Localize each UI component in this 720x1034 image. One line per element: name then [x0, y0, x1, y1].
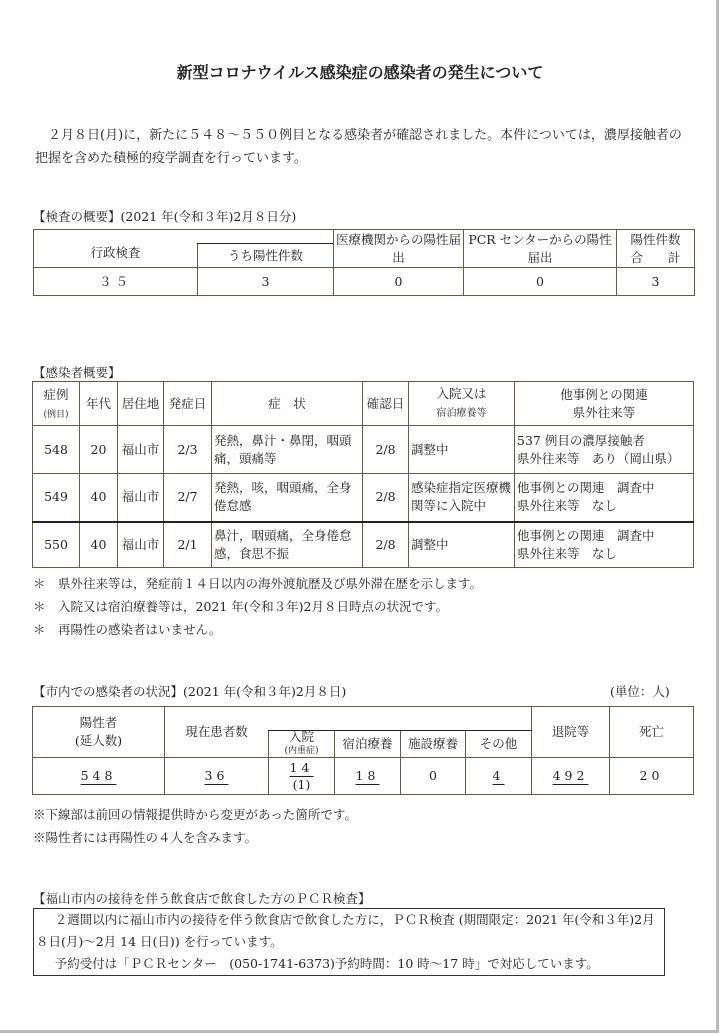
th-onset: 発症日: [164, 382, 212, 426]
tests-heading: 【検査の概要】(2021 年(令和３年)2月８日分): [33, 209, 297, 224]
cell-hosp: 調整中: [409, 522, 515, 568]
th-hosp: 入院又は 宿泊療養等: [409, 382, 515, 426]
th-case: 症例 (例目): [33, 382, 80, 426]
th-age: 年代: [80, 382, 118, 426]
note: ＊ 再陽性の感染者はいません。: [33, 622, 222, 637]
status-table: [32, 706, 694, 795]
th-hosp: 入院 (内重症): [269, 731, 335, 758]
val-hotel: 18: [335, 758, 401, 795]
cases-section: [32, 381, 693, 641]
cell-residence: 福山市: [118, 426, 164, 474]
th-admin: 行政検査: [34, 244, 198, 268]
val-discharged: 492: [532, 758, 610, 795]
cell-rel: 他事例との関連 調査中 県外往来等 なし: [515, 522, 694, 568]
th-current: 現在患者数: [165, 707, 269, 758]
pcr-line-1: ２週間以内に福山市内の接待を伴う飲食店で飲食した方に，ＰＣＲ検査 (期間限定：2021 年(令和３年)2月８日(月)～2月 14 日(日)) を行っています。: [36, 912, 655, 949]
th-hotel: 宿泊療養: [335, 731, 401, 758]
case-row: [33, 522, 694, 568]
th-facility: 施設療養: [401, 731, 466, 758]
cell-confirmed: 2/8: [363, 426, 409, 474]
cell-rel: 他事例との関連 調査中 県外往来等 なし: [515, 474, 694, 522]
th-total: 陽性件数 合 計: [617, 230, 695, 268]
val-pcr: 0: [464, 268, 617, 296]
status-section: [32, 706, 693, 849]
note: ＊ 入院又は宿泊療養等は，2021 年(令和３年)2月８日時点の状況です。: [33, 599, 448, 614]
val-current: 36: [165, 758, 269, 795]
cases-heading: 【感染者概要】: [33, 365, 121, 380]
tests-table: [33, 229, 695, 296]
case-row: [33, 426, 694, 474]
cases-table: [32, 381, 694, 568]
th-admin-top: [34, 230, 334, 244]
cell-residence: 福山市: [118, 522, 164, 568]
cases-notes: [32, 572, 693, 641]
th-deaths: 死亡: [610, 707, 694, 758]
page-title: 新型コロナウイルス感染症の感染者の発生について: [176, 63, 544, 82]
note: ※下線部は前回の情報提供時から変更があった箇所です。: [33, 807, 357, 822]
cell-onset: 2/7: [164, 474, 212, 522]
th-breakdown-top: [269, 707, 532, 731]
cell-case: 550: [33, 522, 80, 568]
cell-rel: 537 例目の濃厚接触者 県外往来等 あり（岡山県）: [515, 426, 694, 474]
th-pcr: PCR センターからの陽性届出: [464, 230, 617, 268]
case-row: [33, 474, 694, 522]
status-notes: [32, 803, 693, 849]
val-hosp: 14 (1): [269, 758, 335, 795]
cell-confirmed: 2/8: [363, 474, 409, 522]
status-heading: 【市内での感染者の状況】(2021 年(令和３年)2月８日): [33, 684, 347, 699]
val-deaths: 20: [610, 758, 694, 795]
cell-age: 40: [80, 522, 118, 568]
pcr-line-2: 予約受付は「ＰＣＲセンター (050-1741-6373)予約時間：10 時～17 時」で対応しています。: [54, 956, 599, 971]
cell-case: 549: [33, 474, 80, 522]
val-admin: ３５: [34, 268, 198, 296]
cell-hosp: 調整中: [409, 426, 515, 474]
val-facility: 0: [401, 758, 466, 795]
val-other: 4: [466, 758, 532, 795]
val-admin-pos: 3: [198, 268, 334, 296]
cell-age: 40: [80, 474, 118, 522]
th-admin-pos: うち陽性件数: [198, 244, 334, 268]
cell-case: 548: [33, 426, 80, 474]
cell-age: 20: [80, 426, 118, 474]
val-medical: 0: [334, 268, 464, 296]
cell-symptoms: 発熱，鼻汁・鼻閉，咽頭痛，頭痛等: [212, 426, 363, 474]
th-medical: 医療機関からの陽性届出: [334, 230, 464, 268]
cell-symptoms: 鼻汁，咽頭痛，全身倦怠感，食思不振: [212, 522, 363, 568]
cell-onset: 2/3: [164, 426, 212, 474]
th-residence: 居住地: [118, 382, 164, 426]
cell-onset: 2/1: [164, 522, 212, 568]
note: ※陽性者には再陽性の４人を含みます。: [33, 830, 258, 845]
pcr-info-box: [33, 908, 665, 976]
th-confirmed: 確認日: [363, 382, 409, 426]
th-symptoms: 症 状: [212, 382, 363, 426]
note: ＊ 県外往来等は，発症前１４日以内の海外渡航歴及び県外滞在歴を示します。: [33, 576, 483, 591]
val-positive: 548: [33, 758, 165, 795]
intro-paragraph: ２月８日(月)に，新たに５４８～５５０例目となる感染者が確認されました。本件については，濃厚接触者の把握を含めた積極的疫学調査を行っています。: [35, 128, 682, 166]
th-discharged: 退院等: [532, 707, 610, 758]
cell-symptoms: 発熱，咳，咽頭痛，全身倦怠感: [212, 474, 363, 522]
cell-hosp: 感染症指定医療機関等に入院中: [409, 474, 515, 522]
cell-confirmed: 2/8: [363, 522, 409, 568]
val-total: 3: [617, 268, 695, 296]
unit-label: (単位：人): [610, 684, 670, 699]
pcr-heading: 【福山市内の接待を伴う飲食店で飲食した方のＰＣＲ検査】: [33, 891, 371, 906]
th-relation: 他事例との関連 県外往来等: [515, 382, 694, 426]
th-positive: 陽性者 (延人数): [33, 707, 165, 758]
th-other: その他: [466, 731, 532, 758]
cell-residence: 福山市: [118, 474, 164, 522]
